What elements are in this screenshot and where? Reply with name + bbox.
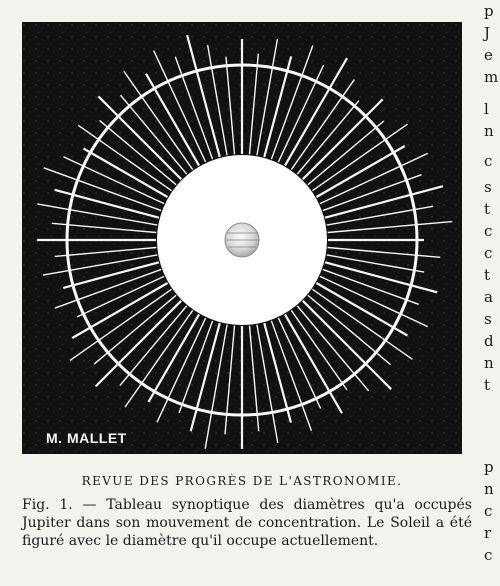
right-column-letter: c	[484, 222, 493, 240]
right-column-letter: c	[484, 244, 493, 262]
right-column-letter: r	[484, 524, 492, 542]
astronomy-figure	[22, 22, 462, 454]
right-column-letter: m	[484, 68, 499, 86]
right-column-letter: J	[484, 24, 491, 42]
right-column-letter: n	[484, 122, 494, 140]
right-column-letter: c	[484, 502, 493, 520]
artist-signature: M. MALLET	[46, 430, 127, 446]
right-column-letter: n	[484, 480, 494, 498]
right-column-letter: t	[484, 200, 491, 218]
caption-title: REVUE DES PROGRÈS DE L'ASTRONOMIE.	[81, 474, 403, 488]
figure-caption: Fig. 1. — Tableau synoptique des diamètres qu'a occupés Jupiter dans son mouvement de concentration. Le Soleil a été figuré avec le diamètre qu'il occupe actuellement.	[22, 497, 472, 549]
right-column-letter: p	[484, 2, 494, 20]
right-column-letter: n	[484, 354, 494, 372]
right-column-letter: l	[484, 100, 489, 118]
right-column-letter: s	[484, 178, 492, 196]
right-column-letter: t	[484, 266, 491, 284]
right-column-letter: d	[484, 332, 494, 350]
right-column-letter: c	[484, 152, 493, 170]
jupiter-diameter-illustration	[22, 22, 462, 454]
right-column-letter: p	[484, 458, 494, 476]
right-column-letter: s	[484, 310, 492, 328]
right-column-fragment	[482, 0, 500, 586]
right-column-letter: t	[484, 376, 491, 394]
right-column-letter: c	[484, 546, 493, 564]
right-column-letter: e	[484, 46, 493, 64]
right-column-letter: a	[484, 288, 493, 306]
